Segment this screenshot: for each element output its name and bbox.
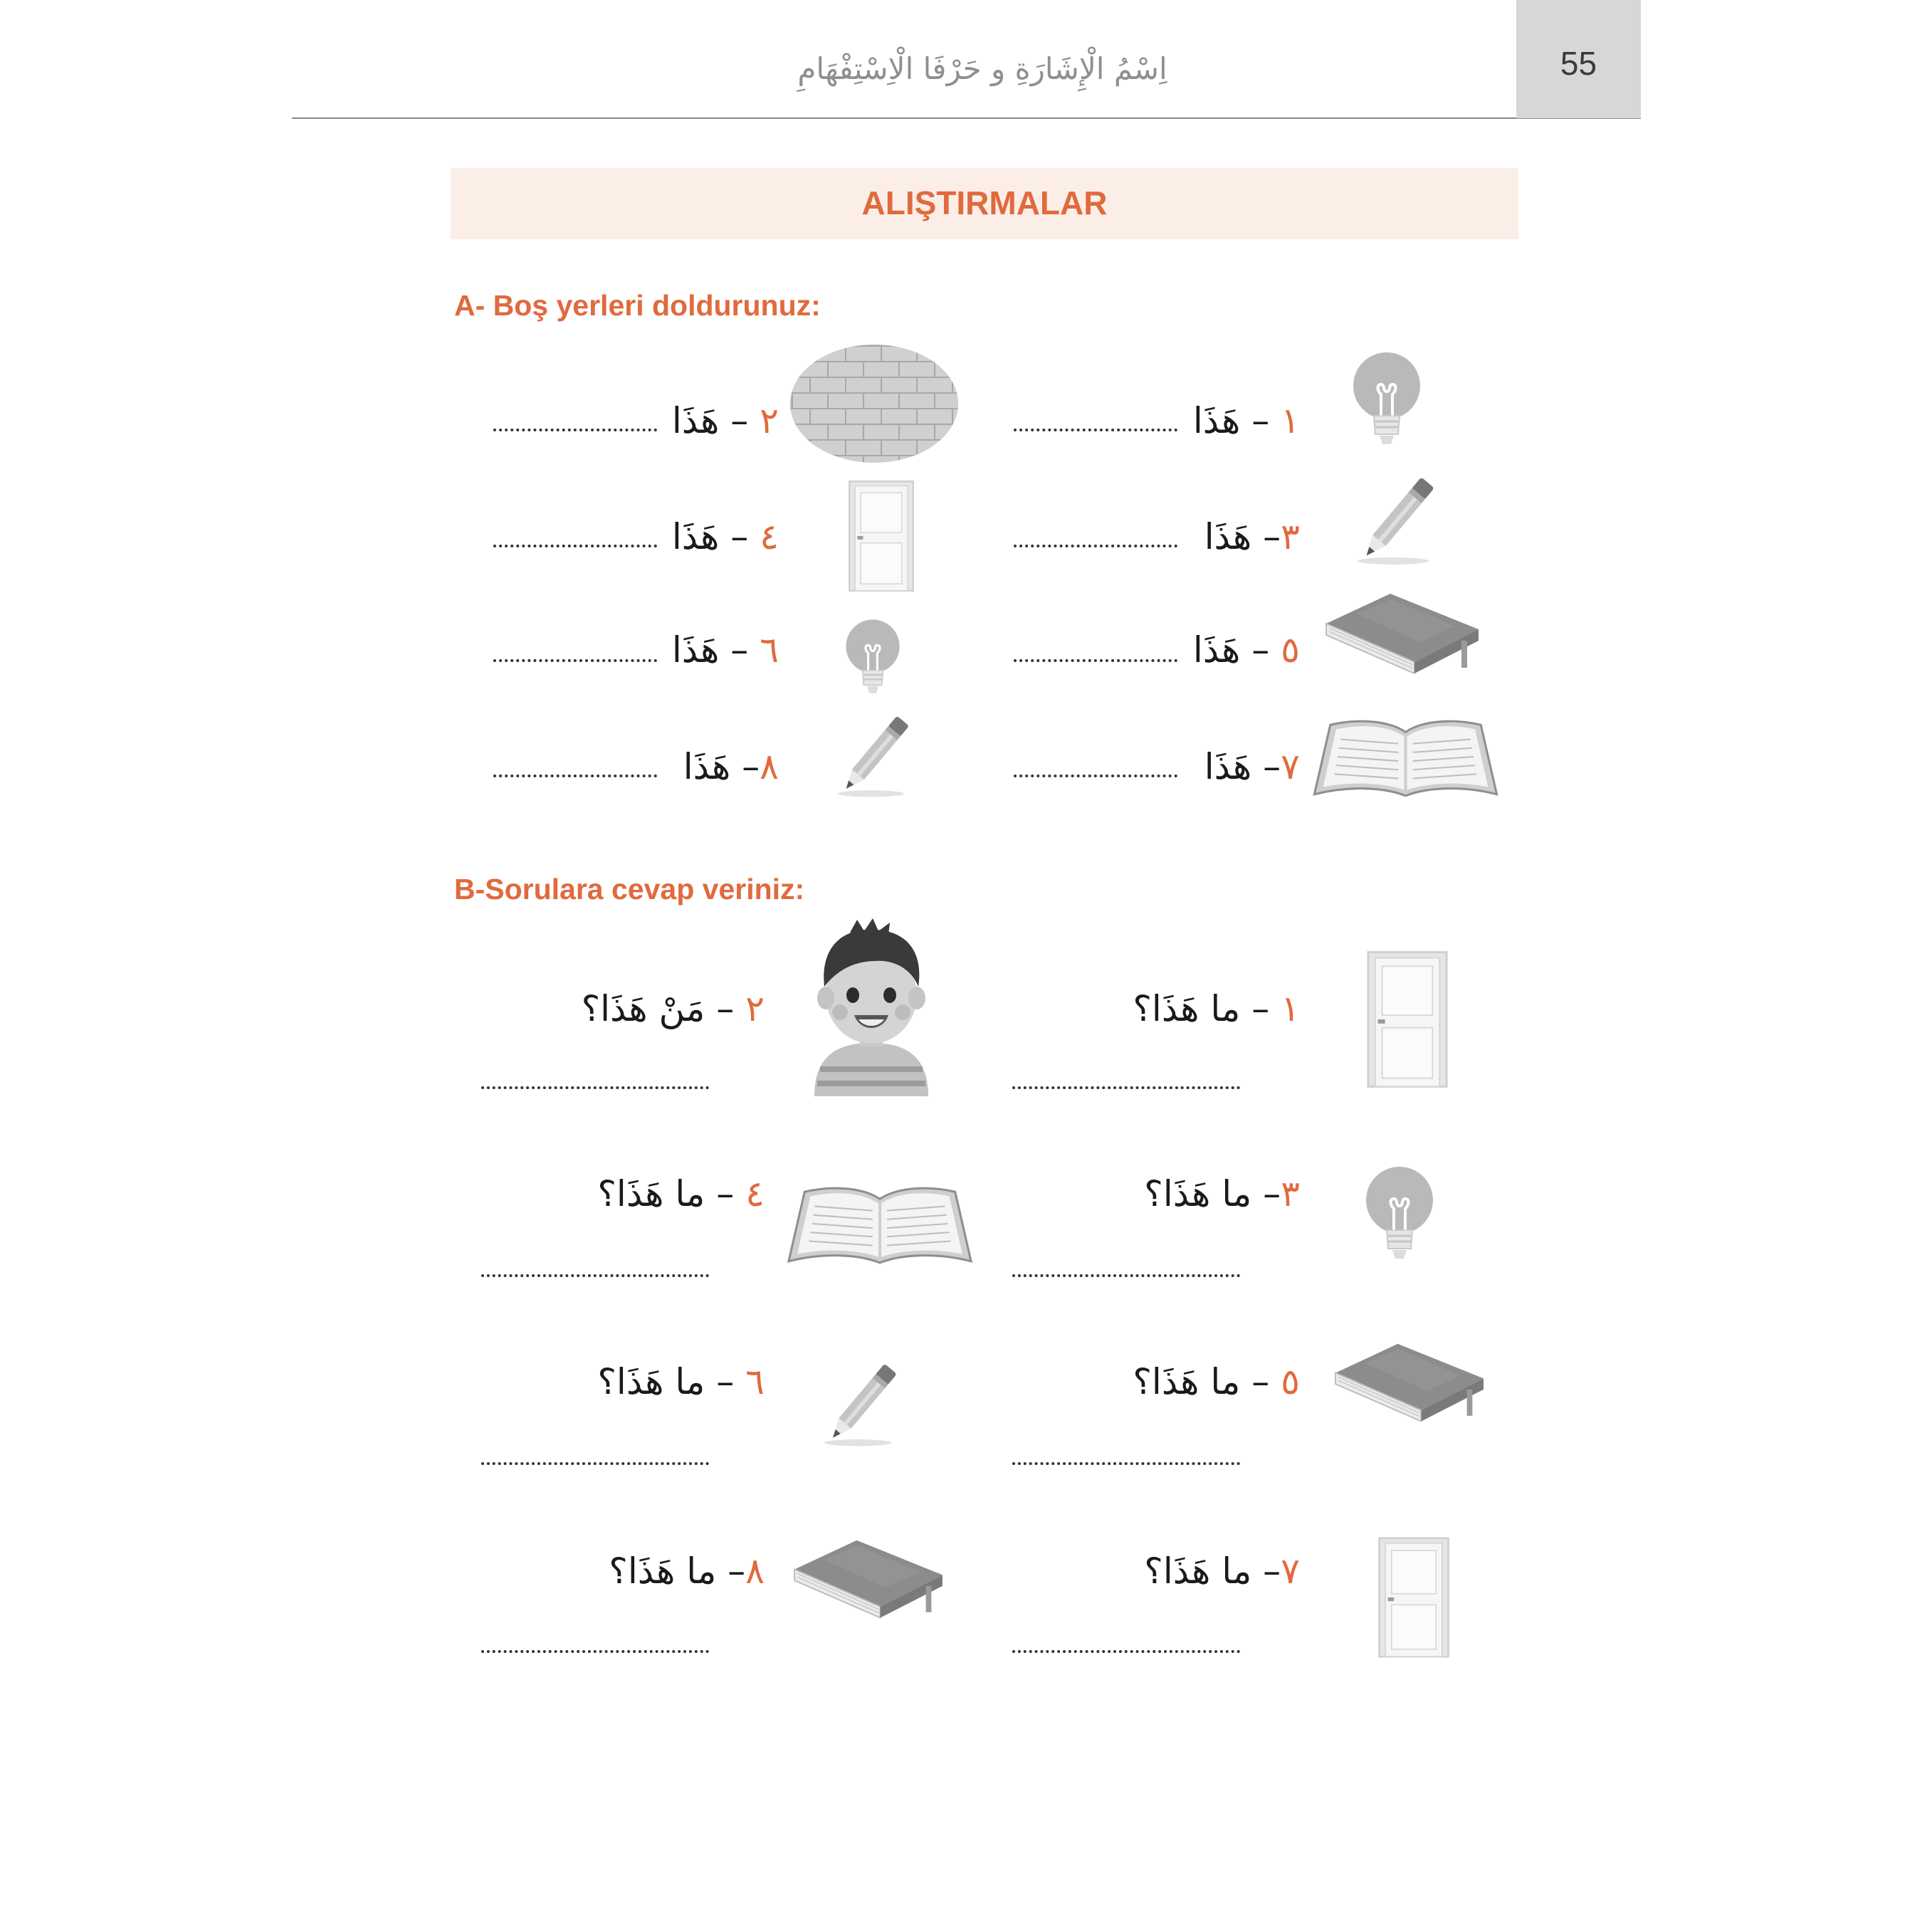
pencil-icon <box>819 1357 904 1451</box>
boy-icon <box>807 918 935 1096</box>
answer-blank-a-6[interactable] <box>493 659 657 662</box>
answer-blank-b-6[interactable] <box>481 1462 709 1465</box>
exercise-a-item-4: ٤ – هَذَا <box>671 516 779 557</box>
answer-blank-b-3[interactable] <box>1012 1274 1240 1277</box>
closed-book-icon <box>1330 1338 1489 1435</box>
exercise-b-item-3: ٣– ما هَذَا؟ <box>1144 1173 1300 1214</box>
chapter-title: اِسْمُ الْإِشَارَةِ و حَرْفَا الْاِسْتِفْهَامِ <box>797 51 1167 86</box>
exercise-b-item-7: ٧– ما هَذَا؟ <box>1144 1550 1300 1592</box>
open-book-icon <box>1311 715 1500 802</box>
pencil-icon <box>831 709 917 802</box>
door-icon <box>1377 1526 1451 1669</box>
exercises-banner <box>451 168 1518 239</box>
exercise-b-item-1: ١ – ما هَذَا؟ <box>1133 988 1300 1029</box>
exercise-b-item-8: ٨– ما هَذَا؟ <box>609 1550 765 1592</box>
pencil-icon <box>1354 470 1439 569</box>
section-b-title: B-Sorulara cevap veriniz: <box>454 873 805 905</box>
answer-blank-b-1[interactable] <box>1012 1086 1240 1089</box>
exercise-a-item-6: ٦ – هَذَا <box>671 629 779 671</box>
answer-blank-b-5[interactable] <box>1012 1462 1240 1465</box>
exercise-a-item-5: ٥ – هَذَا <box>1192 629 1300 671</box>
answer-blank-b-2[interactable] <box>481 1086 709 1089</box>
header-divider <box>292 117 1641 119</box>
exercise-a-item-2: ٢ – هَذَا <box>671 400 779 441</box>
exercise-a-item-1: ١ – هَذَا <box>1192 400 1300 441</box>
answer-blank-a-7[interactable] <box>1014 775 1177 777</box>
answer-blank-a-5[interactable] <box>1014 659 1177 662</box>
exercise-a-item-8: ٨– هَذَا <box>683 746 779 787</box>
answer-blank-b-8[interactable] <box>481 1650 709 1653</box>
closed-book-icon <box>1321 588 1484 688</box>
light-bulb-icon <box>1364 1163 1435 1266</box>
answer-blank-b-7[interactable] <box>1012 1650 1240 1653</box>
page-number-tab <box>1516 0 1641 118</box>
exercise-b-item-6: ٦ – ما هَذَا؟ <box>597 1361 765 1402</box>
answer-blank-a-1[interactable] <box>1014 429 1177 431</box>
light-bulb-icon <box>1351 350 1422 450</box>
door-icon <box>1365 938 1449 1101</box>
answer-blank-a-4[interactable] <box>493 545 657 547</box>
exercise-b-item-4: ٤ – ما هَذَا؟ <box>597 1173 765 1214</box>
answer-blank-a-3[interactable] <box>1014 545 1177 547</box>
open-book-icon <box>784 1182 975 1269</box>
answer-blank-a-2[interactable] <box>493 429 657 431</box>
section-a-title: A- Boş yerleri doldurunuz: <box>454 289 821 322</box>
brick-wall-icon <box>789 343 960 464</box>
light-bulb-icon <box>844 618 901 698</box>
closed-book-icon <box>789 1535 948 1632</box>
exercises-title: ALIŞTIRMALAR <box>861 184 1108 221</box>
answer-blank-a-8[interactable] <box>493 775 657 777</box>
answer-blank-b-4[interactable] <box>481 1274 709 1277</box>
door-icon <box>847 470 915 602</box>
exercise-a-item-3: ٣– هَذَا <box>1204 516 1300 557</box>
exercise-a-item-7: ٧– هَذَا <box>1204 746 1300 787</box>
page-number: 55 <box>1560 45 1597 82</box>
exercise-b-item-2: ٢ – مَنْ هَذَا؟ <box>581 988 765 1029</box>
exercise-b-item-5: ٥ – ما هَذَا؟ <box>1133 1361 1300 1402</box>
